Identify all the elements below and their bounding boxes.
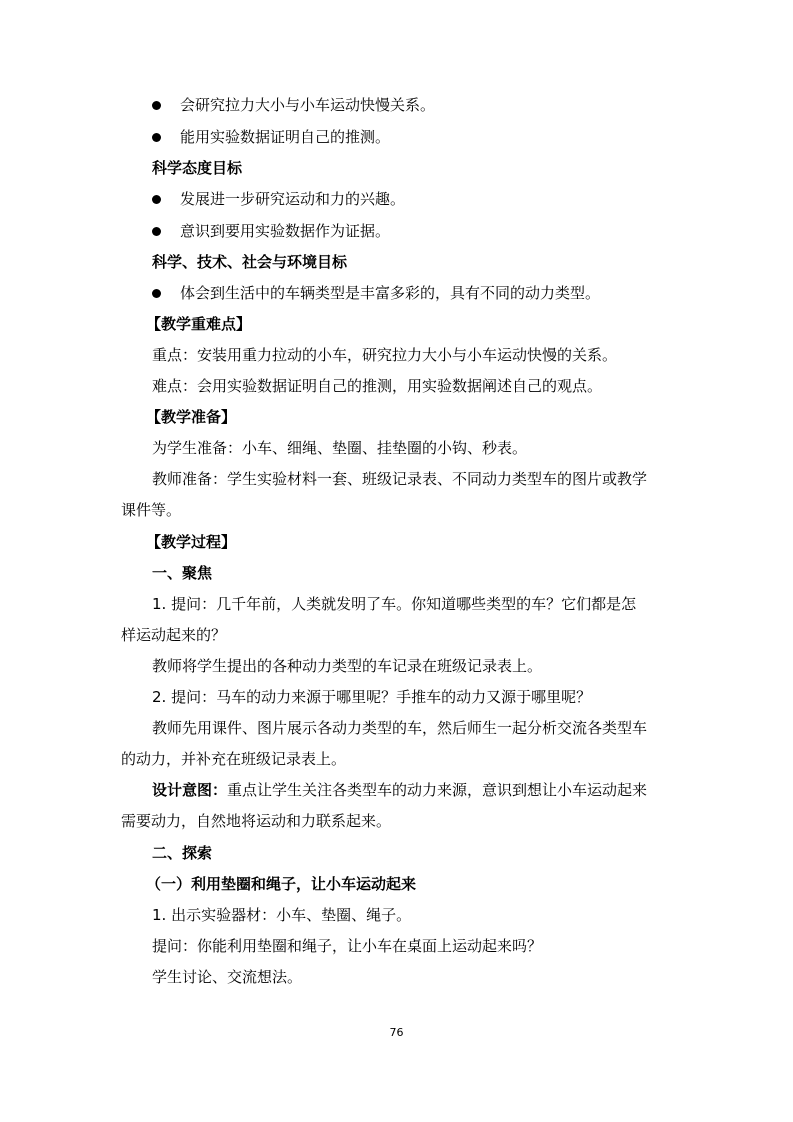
- preparation-teacher: 教师准备：学生实验材料一套、班级记录表、不同动力类型车的图片或教学: [152, 470, 648, 488]
- preparation-teacher-cont: 课件等。: [121, 501, 182, 519]
- bullet-icon: [152, 133, 161, 142]
- design-intent-label: 设计意图：: [152, 781, 228, 799]
- bullet-text: 体会到生活中的车辆类型是丰富多彩的，具有不同的动力类型。: [180, 284, 601, 302]
- attitude-heading: 科学态度目标: [152, 159, 243, 177]
- bullet-text: 意识到要用实验数据作为证据。: [180, 222, 391, 240]
- section-heading-focus: 一、聚焦: [152, 564, 213, 582]
- bullet-icon: [152, 101, 161, 110]
- bullet-icon: [152, 195, 161, 204]
- bullet-icon: [152, 289, 161, 298]
- question-3: 提问：你能利用垫圈和绳子，让小车在桌面上运动起来吗？: [152, 937, 543, 955]
- subsection-heading: （一）利用垫圈和绳子，让小车运动起来: [146, 875, 417, 893]
- show-note: 教师先用课件、图片展示各动力类型的车，然后师生一起分析交流各类型车: [152, 719, 648, 737]
- key-points-heading: 【教学重难点】: [146, 315, 252, 333]
- page-number: 76: [389, 1026, 404, 1039]
- process-heading: 【教学过程】: [146, 533, 237, 551]
- key-point-focus: 重点：安装用重力拉动的小车，研究拉力大小与小车运动快慢的关系。: [152, 346, 618, 364]
- design-intent-cont: 需要动力，自然地将运动和力联系起来。: [121, 812, 392, 830]
- discussion: 学生讨论、交流想法。: [152, 968, 303, 986]
- preparation-students: 为学生准备：小车、细绳、垫圈、挂垫圈的小钩、秒表。: [152, 439, 528, 457]
- record-note: 教师将学生提出的各种动力类型的车记录在班级记录表上。: [152, 657, 543, 675]
- bullet-text: 发展进一步研究运动和力的兴趣。: [180, 190, 406, 208]
- question-2: 2. 提问：马车的动力来源于哪里呢？手推车的动力又源于哪里呢？: [152, 688, 592, 706]
- bullet-text: 能用实验数据证明自己的推测。: [180, 128, 391, 146]
- show-note-cont: 的动力，并补充在班级记录表上。: [121, 750, 347, 768]
- bullet-text: 会研究拉力大小与小车运动快慢关系。: [180, 96, 436, 114]
- design-intent: [152, 780, 647, 800]
- section-heading-explore: 二、探索: [152, 844, 213, 862]
- preparation-heading: 【教学准备】: [146, 408, 237, 426]
- step-1: 1. 出示实验器材：小车、垫圈、绳子。: [152, 906, 412, 924]
- bullet-icon: [152, 227, 161, 236]
- design-intent-text: 重点让学生关注各类型车的动力来源，意识到想让小车运动起来: [227, 781, 648, 799]
- question-1: 1. 提问：几千年前，人类就发明了车。你知道哪些类型的车？它们都是怎: [152, 595, 637, 613]
- sts-heading: 科学、技术、社会与环境目标: [152, 253, 348, 271]
- key-point-difficulty: 难点：会用实验数据证明自己的推测，用实验数据阐述自己的观点。: [152, 377, 603, 395]
- question-1-cont: 样运动起来的？: [121, 626, 227, 644]
